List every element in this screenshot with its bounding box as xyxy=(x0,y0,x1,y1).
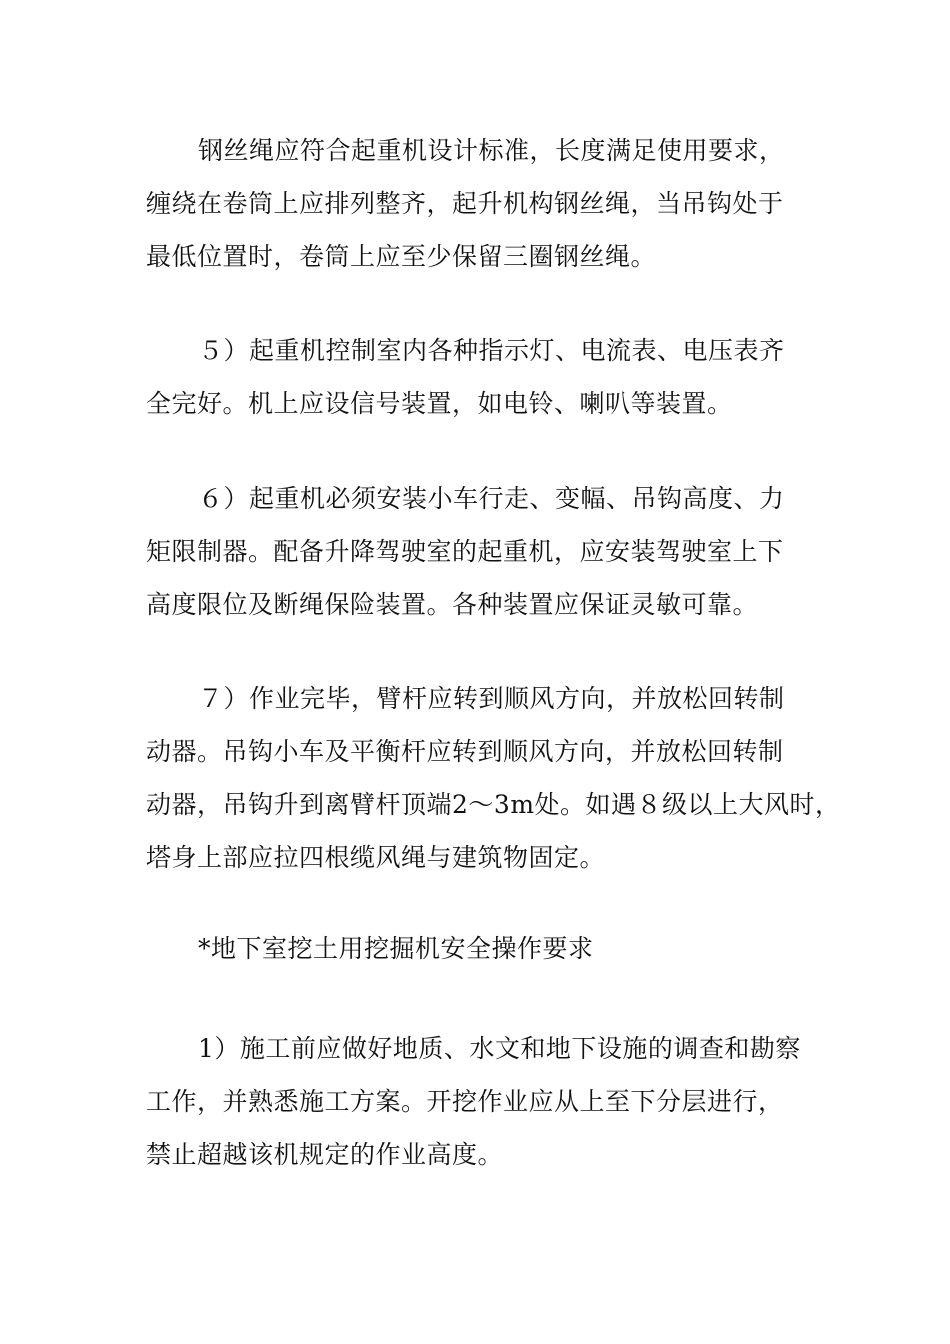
text-line: 禁止超越该机规定的作业高度。 xyxy=(146,1140,504,1169)
paragraph-wire-rope xyxy=(146,124,818,283)
text-line: 全完好。机上应设信号装置，如电铃、喇叭等装置。 xyxy=(146,389,733,418)
text-line: 动器，吊钩升到离臂杆顶端2～3m处。如遇８级以上大风时， xyxy=(146,790,841,819)
text-line: 钢丝绳应符合起重机设计标准，长度满足使用要求， xyxy=(198,136,785,165)
heading-line: *地下室挖土用挖掘机安全操作要求 xyxy=(198,934,594,963)
text-line: 工作，并熟悉施工方案。开挖作业应从上至下分层进行， xyxy=(146,1087,784,1116)
paragraph-item-5 xyxy=(146,324,818,430)
text-line: 动器。吊钩小车及平衡杆应转到顺风方向，并放松回转制 xyxy=(146,737,784,766)
paragraph-item-7 xyxy=(146,672,841,884)
text-line: 塔身上部应拉四根缆风绳与建筑物固定。 xyxy=(146,843,606,872)
text-line: 高度限位及断绳保险装置。各种装置应保证灵敏可靠。 xyxy=(146,590,759,619)
paragraph-item-1 xyxy=(146,1022,818,1181)
text-line: ５）起重机控制室内各种指示灯、电流表、电压表齐 xyxy=(198,336,785,365)
paragraph-item-6 xyxy=(146,472,818,631)
section-heading-excavator xyxy=(146,922,818,975)
text-line: 缠绕在卷筒上应排列整齐，起升机构钢丝绳，当吊钩处于 xyxy=(146,189,784,218)
text-line: 矩限制器。配备升降驾驶室的起重机，应安装驾驶室上下 xyxy=(146,537,784,566)
text-line: 1）施工前应做好地质、水文和地下设施的调查和勘察 xyxy=(198,1034,801,1063)
text-line: 最低位置时，卷筒上应至少保留三圈钢丝绳。 xyxy=(146,242,657,271)
text-line: ６）起重机必须安装小车行走、变幅、吊钩高度、力 xyxy=(198,484,785,513)
text-line: ７）作业完毕，臂杆应转到顺风方向，并放松回转制 xyxy=(198,684,785,713)
